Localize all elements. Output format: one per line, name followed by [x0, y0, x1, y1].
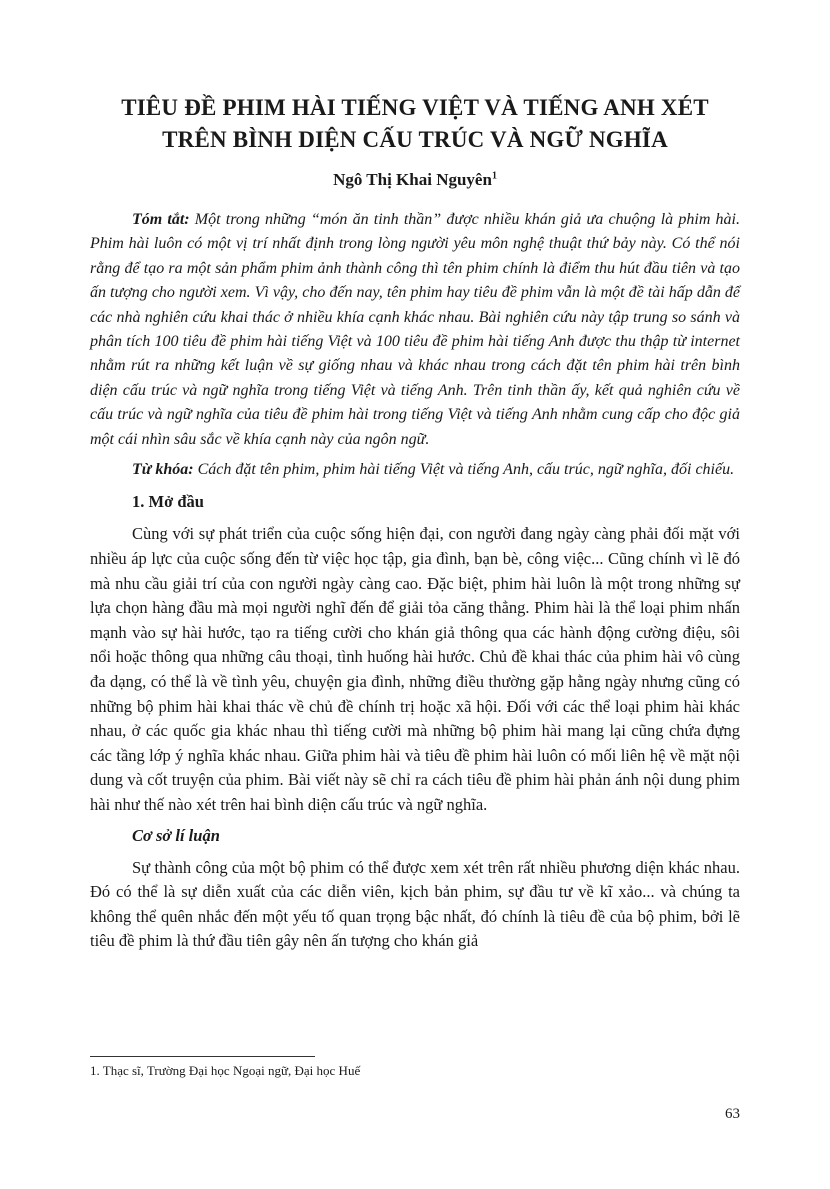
article-title — [90, 92, 740, 156]
keywords-label: Từ khóa: — [132, 461, 194, 479]
abstract-text: Một trong những “món ăn tinh thần” được nhiều khán giả ưa chuộng là phim hài. Phim hài luôn có một vị trí nhất định trong lòng người yêu môn nghệ thuật thứ bảy này. Có thể nói rằng để tạo ra một sản phẩm phim ảnh thành công thì tên phim chính là điểm thu hút đầu tiên và tạo ấn tượng cho người xem. Vì vậy, cho đến nay, tên phim hay tiêu đề phim vẫn là một đề tài hấp dẫn để các nhà nghiên cứu khai thác ở nhiều khía cạnh khác nhau. Bài nghiên cứu này tập trung so sánh và phân tích 100 tiêu đề phim hài tiếng Việt và 100 tiêu đề phim hài tiếng Anh được thu thập từ internet nhằm rút ra những kết luận về sự giống nhau và khác nhau trong cách đặt tên phim hài trên bình diện cấu trúc và ngữ nghĩa trong tiếng Việt và tiếng Anh. Trên tinh thần ấy, kết quả nghiên cứu về cấu trúc và ngữ nghĩa của tiêu đề phim hài trong tiếng Việt và tiếng Anh nhằm cung cấp cho độc giả một cái nhìn sâu sắc về khía cạnh này của ngôn ngữ. — [90, 211, 740, 448]
footnote: 1. Thạc sĩ, Trường Đại học Ngoại ngữ, Đại học Huế — [90, 1063, 361, 1078]
section-heading-introduction: 1. Mở đầu — [132, 492, 204, 512]
author-footnote-mark: 1 — [491, 170, 497, 182]
page-number: 63 — [725, 1106, 740, 1122]
footnote-divider — [90, 1056, 315, 1057]
article-page — [90, 92, 740, 960]
abstract-label: Tóm tắt: — [132, 211, 190, 228]
author-line — [90, 170, 740, 190]
title-line-2: TRÊN BÌNH DIỆN CẤU TRÚC VÀ NGỮ NGHĨA — [162, 127, 668, 152]
keywords-text: Cách đặt tên phim, phim hài tiếng Việt và tiếng Anh, cấu trúc, ngữ nghĩa, đối chiếu. — [193, 461, 735, 479]
theory-paragraph: Sự thành công của một bộ phim có thể được xem xét trên rất nhiều phương diện khác nhau. Đó có thể là sự diễn xuất của các diễn viên, kịch bản phim, sự đầu tư về kĩ xảo... và chúng ta không thể quên nhắc đến một yếu tố quan trọng bậc nhất, đó chính là tiêu đề của bộ phim, bởi lẽ tiêu đề phim là thứ đầu tiên gây nên ấn tượng cho khán giả — [90, 857, 740, 951]
abstract — [90, 208, 740, 452]
author-name: Ngô Thị Khai Nguyên — [333, 170, 492, 189]
keywords — [90, 458, 740, 482]
introduction-paragraph: Cùng với sự phát triển của cuộc sống hiện đại, con người đang ngày càng phải đối mặt với nhiều áp lực của cuộc sống đến từ việc học tập, gia đình, bạn bè, công việc... Cũng chính vì lẽ đó mà nhu cầu giải trí của con người ngày càng cao. Đặc biệt, phim hài luôn là một trong những sự lựa chọn hàng đầu mà mọi người nghĩ đến để giải tỏa căng thẳng. Phim hài là thể loại phim nhấn mạnh vào sự hài hước, tạo ra tiếng cười cho khán giả thông qua các hành động cường điệu, sôi nổi hoặc thông qua những câu thoại, tình huống hài hước. Chủ đề khai thác của phim hài vô cùng đa dạng, có thể là về tình yêu, chuyện gia đình, những điều thường gặp hằng ngày nhưng cũng có những bộ phim hài khai thác về chủ đề chính trị hoặc xã hội. Đối với các thể loại phim hài khác nhau, ở các quốc gia khác nhau thì tiếng cười mà những bộ phim hài mang lại cũng chứa đựng các tầng lớp ý nghĩa khác nhau. Giữa phim hài và tiêu đề phim hài luôn có mối liên hệ về mặt nội dung và cốt truyện của phim. Bài viết này sẽ chỉ ra cách tiêu đề phim hài phản ánh nội dung phim hài như thế nào xét trên hai bình diện cấu trúc và ngữ nghĩa. — [90, 524, 740, 814]
title-line-1: TIÊU ĐỀ PHIM HÀI TIẾNG VIỆT VÀ TIẾNG ANH XÉT — [121, 95, 709, 120]
section-heading-theory: Cơ sở lí luận — [132, 825, 220, 845]
